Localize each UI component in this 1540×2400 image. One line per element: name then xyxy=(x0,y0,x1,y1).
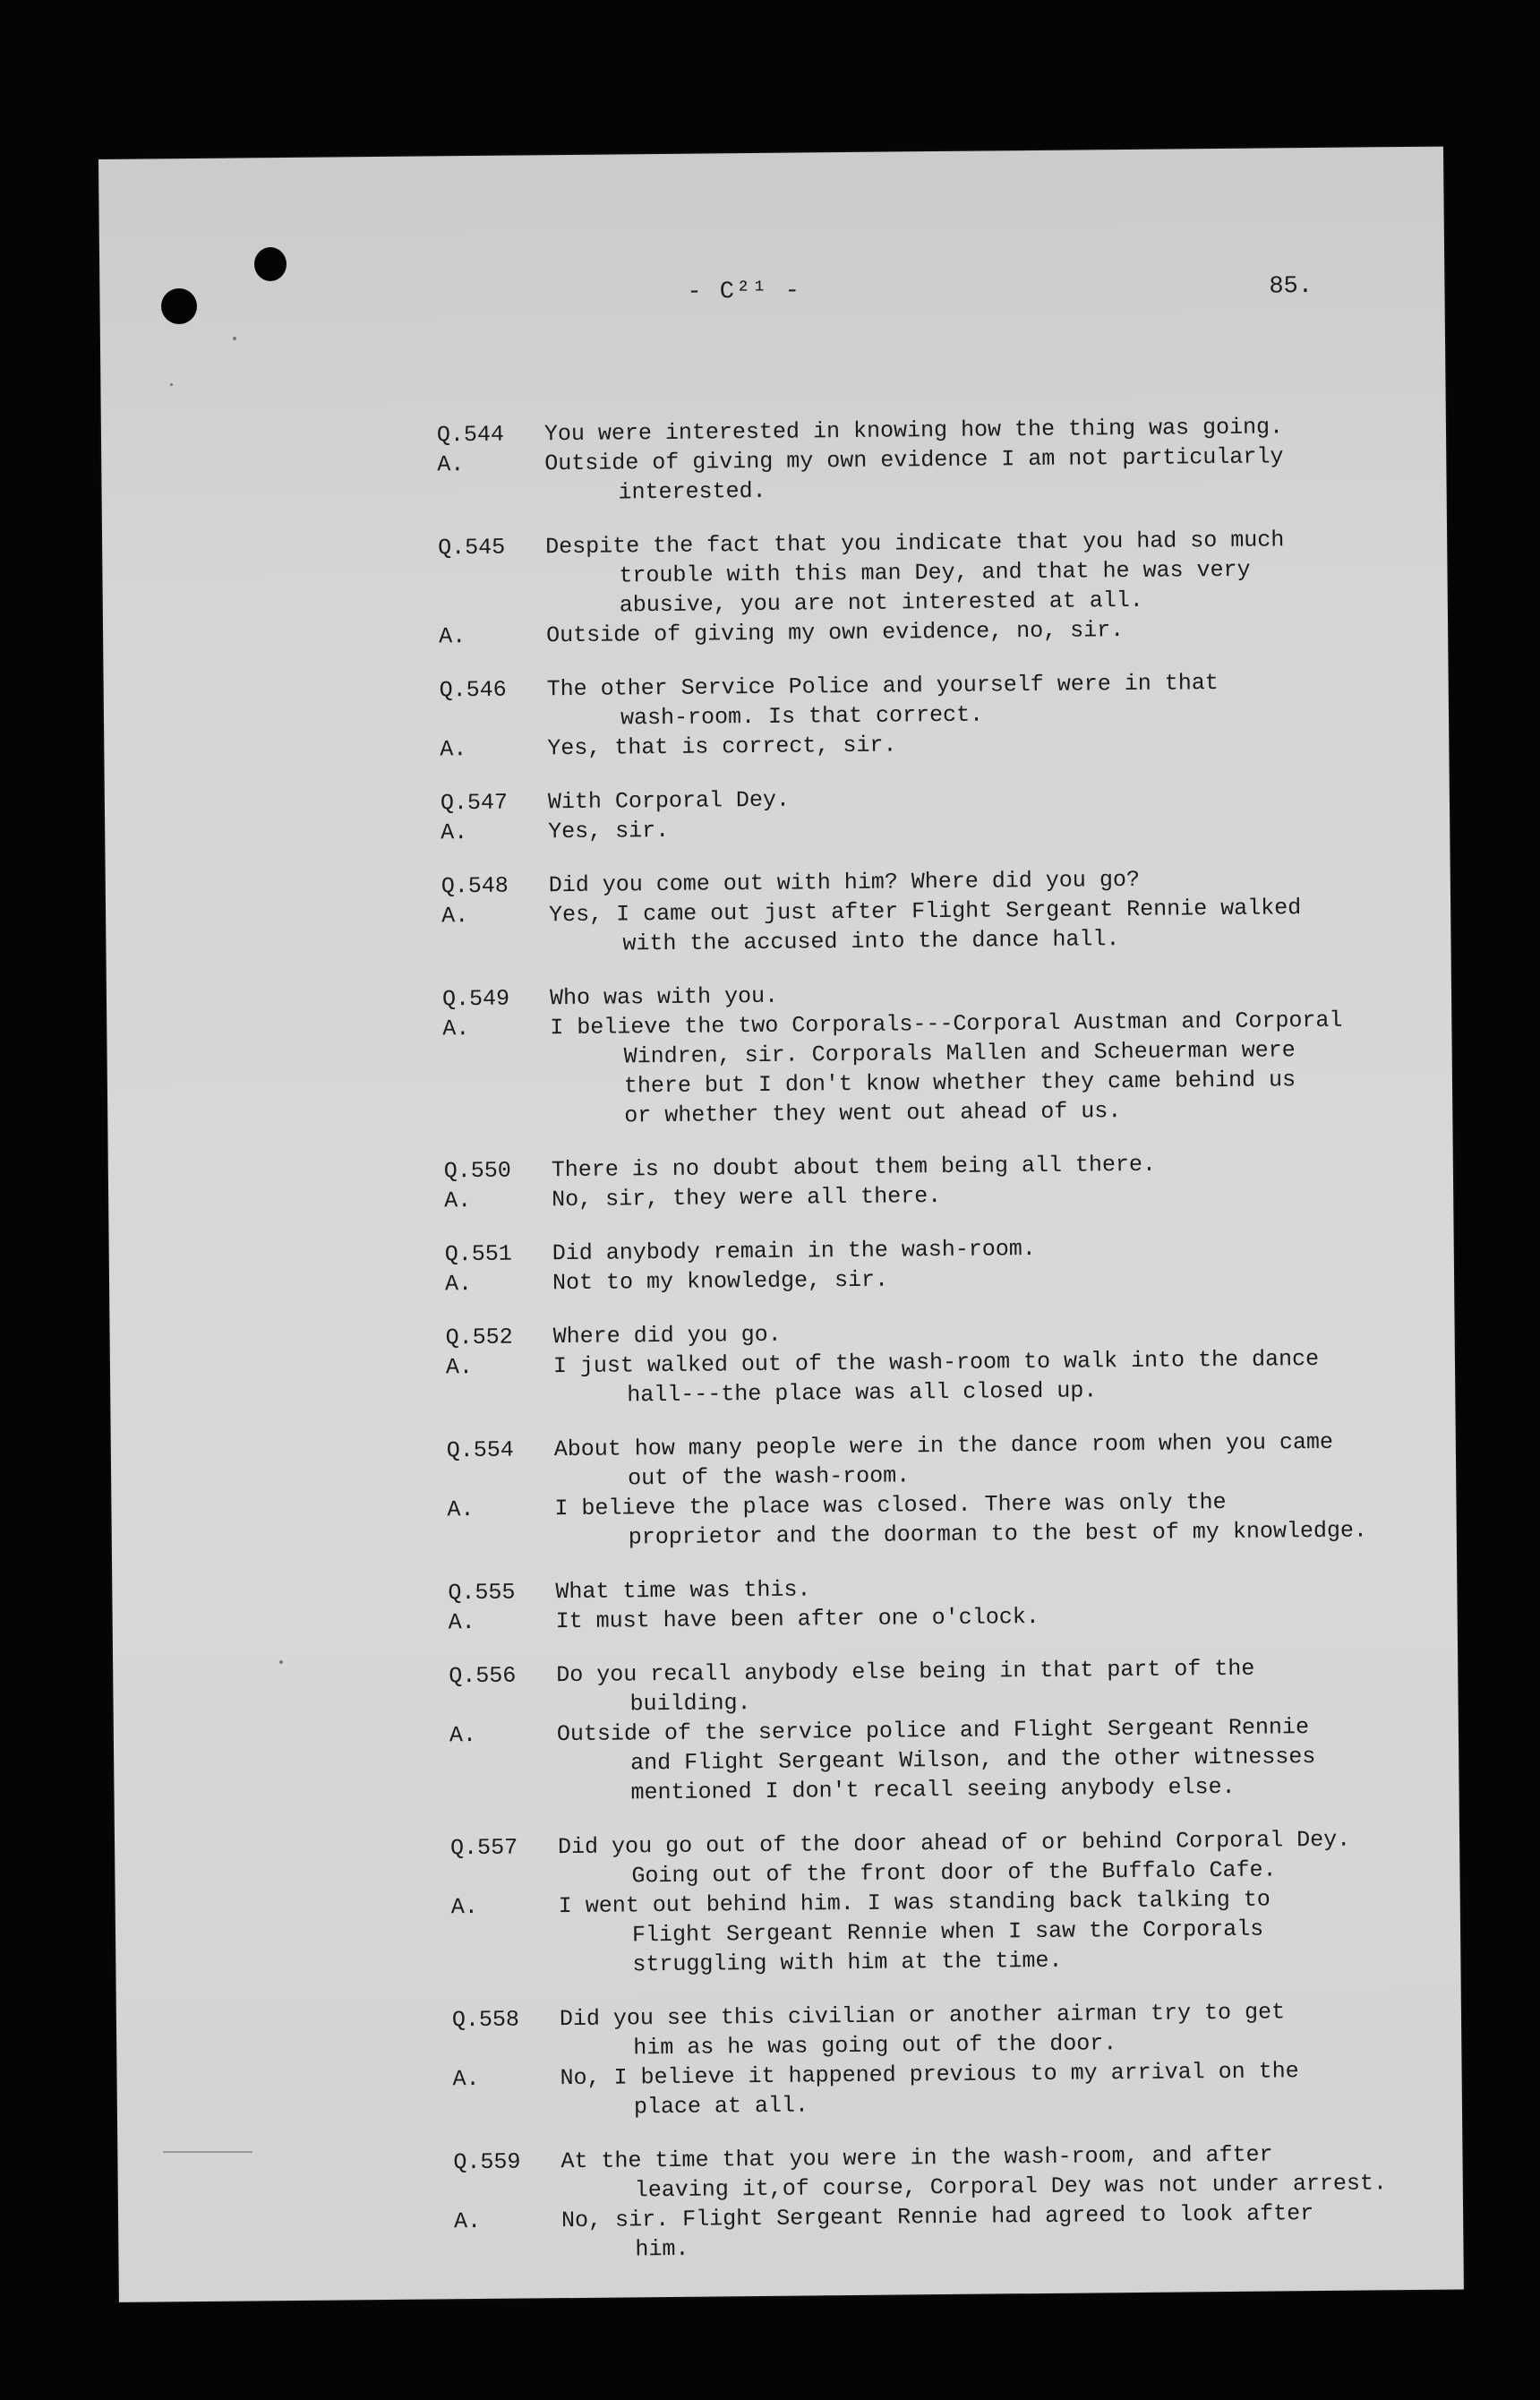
answer-label xyxy=(443,1072,551,1102)
question-label: Q.544 xyxy=(436,421,505,449)
answer-label: A. xyxy=(447,1496,475,1523)
page-number: 85. xyxy=(1269,272,1313,301)
question-label: Q.555 xyxy=(448,1579,516,1607)
answer-text: Yes, sir. xyxy=(548,817,670,845)
question-text: Did you go out of the door ahead of or behind Corporal Dey. xyxy=(557,1826,1351,1861)
answer-text: Outside of giving my own evidence I am not particularly xyxy=(544,443,1284,477)
answer-text: interested. xyxy=(618,477,766,506)
question-text: him as he was going out of the door. xyxy=(633,2030,1117,2061)
answer-text: Flight Sergeant Rennie when I saw the Corporals xyxy=(631,1916,1264,1949)
question-text: With Corporal Dey. xyxy=(547,786,791,816)
answer-text: Outside of giving my own evidence, no, sir. xyxy=(545,617,1125,649)
question-label xyxy=(454,2176,561,2207)
paper-speck xyxy=(170,383,173,386)
question-label: Q.554 xyxy=(446,1436,515,1464)
answer-label: A. xyxy=(437,451,465,478)
margin-rule xyxy=(163,2151,252,2153)
page-header xyxy=(99,272,1444,321)
answer-text: No, I believe it happened previous to my arrival on the xyxy=(560,2058,1299,2092)
question-label xyxy=(438,561,545,592)
answer-text: Not to my knowledge, sir. xyxy=(552,1266,889,1297)
question-text: leaving it,of course, Corporal Dey was not under arrest. xyxy=(634,2170,1388,2204)
question-text: Who was with you. xyxy=(549,982,779,1012)
question-text: The other Service Police and yourself were in that xyxy=(546,670,1219,703)
answer-text: place at all. xyxy=(633,2092,809,2121)
answer-text: struggling with him at the time. xyxy=(632,1947,1063,1978)
question-text: wash-room. Is that correct. xyxy=(620,701,984,732)
question-text: trouble with this man Dey, and that he was very xyxy=(619,556,1251,589)
answer-label: A. xyxy=(438,623,466,650)
answer-text: Outside of the service police and Flight Sergeant Rennie xyxy=(556,1714,1310,1748)
answer-label xyxy=(442,1042,550,1073)
question-label: Q.552 xyxy=(445,1324,513,1351)
answer-text: Windren, sir. Corporals Mallen and Scheuerman were xyxy=(623,1037,1296,1070)
qa-entry xyxy=(444,1147,1439,1216)
question-label: Q.550 xyxy=(443,1157,512,1185)
qa-entry xyxy=(452,1996,1447,2124)
answer-text: Yes, I came out just after Flight Sergeant Rennie walked xyxy=(548,895,1302,929)
answer-label xyxy=(449,1779,557,1809)
answer-label xyxy=(448,1523,555,1554)
question-label: Q.549 xyxy=(441,985,510,1013)
qa-entry xyxy=(445,1230,1440,1299)
question-text: There is no doubt about them being all there. xyxy=(551,1151,1157,1184)
punch-hole xyxy=(161,288,197,324)
qa-entry xyxy=(437,411,1432,510)
answer-text: Yes, that is correct, sir. xyxy=(547,732,897,762)
question-text: abusive, you are not interested at all. xyxy=(619,587,1144,619)
question-label: Q.545 xyxy=(438,534,506,561)
qa-entry xyxy=(449,1652,1444,1810)
qa-entry xyxy=(440,666,1434,765)
answer-label xyxy=(451,1921,559,1951)
qa-entry xyxy=(448,1569,1442,1638)
question-label: Q.551 xyxy=(444,1240,512,1268)
answer-label xyxy=(437,478,544,509)
question-label xyxy=(452,2034,560,2064)
answer-label: A. xyxy=(444,1271,473,1298)
paper-speck xyxy=(279,1660,283,1664)
answer-label: A. xyxy=(452,2066,480,2093)
question-text: Did you see this civilian or another airman try to get xyxy=(559,1999,1286,2033)
answer-text: I just walked out of the wash-room to walk into the dance xyxy=(552,1345,1320,1380)
qa-entry xyxy=(453,2139,1448,2267)
answer-text: No, sir, they were all there. xyxy=(552,1183,942,1213)
question-text: Where did you go. xyxy=(552,1321,782,1350)
question-text: Despite the fact that you indicate that you had so much xyxy=(545,527,1285,561)
question-label xyxy=(447,1464,554,1495)
answer-label: A. xyxy=(444,1187,472,1214)
answer-label: A. xyxy=(445,1354,474,1381)
answer-text: mentioned I don't recall seeing anybody else. xyxy=(630,1773,1236,1806)
answer-text: proprietor and the doorman to the best of my knowledge. xyxy=(628,1517,1368,1551)
answer-label: A. xyxy=(449,1722,477,1749)
answer-text: him. xyxy=(635,2235,689,2263)
qa-entry xyxy=(441,862,1436,961)
answer-label xyxy=(449,1749,557,1779)
question-label: Q.548 xyxy=(441,872,509,900)
answer-label: A. xyxy=(448,1609,475,1636)
question-label: Q.557 xyxy=(449,1834,518,1862)
question-text: You were interested in knowing how the thing was going. xyxy=(543,414,1284,448)
question-label: Q.559 xyxy=(453,2148,521,2176)
answer-text: hall---the place was all closed up. xyxy=(627,1377,1098,1409)
answer-label xyxy=(454,2235,561,2266)
question-text: Going out of the front door of the Buffalo Cafe. xyxy=(631,1856,1277,1890)
answer-text: I went out behind him. I was standing back talking to xyxy=(558,1886,1270,1920)
question-label: Q.547 xyxy=(440,789,509,817)
answer-label: A. xyxy=(442,1016,470,1042)
question-label xyxy=(450,1862,558,1892)
answer-label: A. xyxy=(453,2208,482,2235)
document-page xyxy=(98,147,1464,2302)
header-marker: - C²¹ - xyxy=(687,278,802,306)
answer-label: A. xyxy=(441,903,469,930)
qa-entry xyxy=(445,1314,1440,1412)
qa-entry xyxy=(447,1427,1442,1555)
question-text: What time was this. xyxy=(555,1576,811,1606)
answer-text: or whether they went out ahead of us. xyxy=(624,1098,1122,1129)
question-label: Q.558 xyxy=(451,2006,520,2034)
qa-entry xyxy=(438,524,1433,652)
answer-label xyxy=(446,1381,553,1411)
question-text: building. xyxy=(629,1690,751,1718)
question-label: Q.556 xyxy=(449,1662,517,1690)
answer-label xyxy=(451,1950,559,1981)
question-text: Do you recall anybody else being in that part of the xyxy=(556,1655,1255,1689)
question-text: About how many people were in the dance room when you came xyxy=(553,1428,1334,1463)
answer-text: and Flight Sergeant Wilson, and the other witnesses xyxy=(630,1744,1316,1777)
question-text: Did you come out with him? Where did you go? xyxy=(548,866,1141,899)
punch-hole xyxy=(254,247,287,281)
qa-entry xyxy=(441,779,1435,848)
question-text: out of the wash-room. xyxy=(628,1462,911,1492)
question-label: Q.546 xyxy=(439,676,507,704)
question-text: At the time that you were in the wash-room, and after xyxy=(560,2141,1273,2175)
answer-text: It must have been after one o'clock. xyxy=(555,1603,1040,1635)
question-label xyxy=(449,1690,556,1720)
testimony-list xyxy=(437,411,1449,2291)
question-text: Did anybody remain in the wash-room. xyxy=(552,1236,1036,1267)
question-label xyxy=(439,591,546,621)
answer-text: there but I don't know whether they came behind us xyxy=(623,1067,1296,1100)
answer-label xyxy=(443,1101,551,1132)
question-label xyxy=(440,704,547,734)
paper-speck xyxy=(233,337,236,340)
answer-text: No, sir. Flight Sergeant Rennie had agreed to look after xyxy=(560,2200,1314,2234)
answer-label xyxy=(453,2093,560,2123)
answer-label: A. xyxy=(441,819,468,846)
answer-text: I believe the two Corporals---Corporal Austman and Corporal xyxy=(550,1007,1343,1041)
qa-entry xyxy=(450,1824,1446,1982)
answer-text: with the accused into the dance hall. xyxy=(622,926,1120,957)
answer-text: I believe the place was closed. There was only the xyxy=(554,1488,1227,1522)
answer-label: A. xyxy=(450,1894,478,1921)
answer-label xyxy=(441,930,549,960)
answer-label: A. xyxy=(440,736,467,763)
qa-entry xyxy=(442,975,1438,1133)
